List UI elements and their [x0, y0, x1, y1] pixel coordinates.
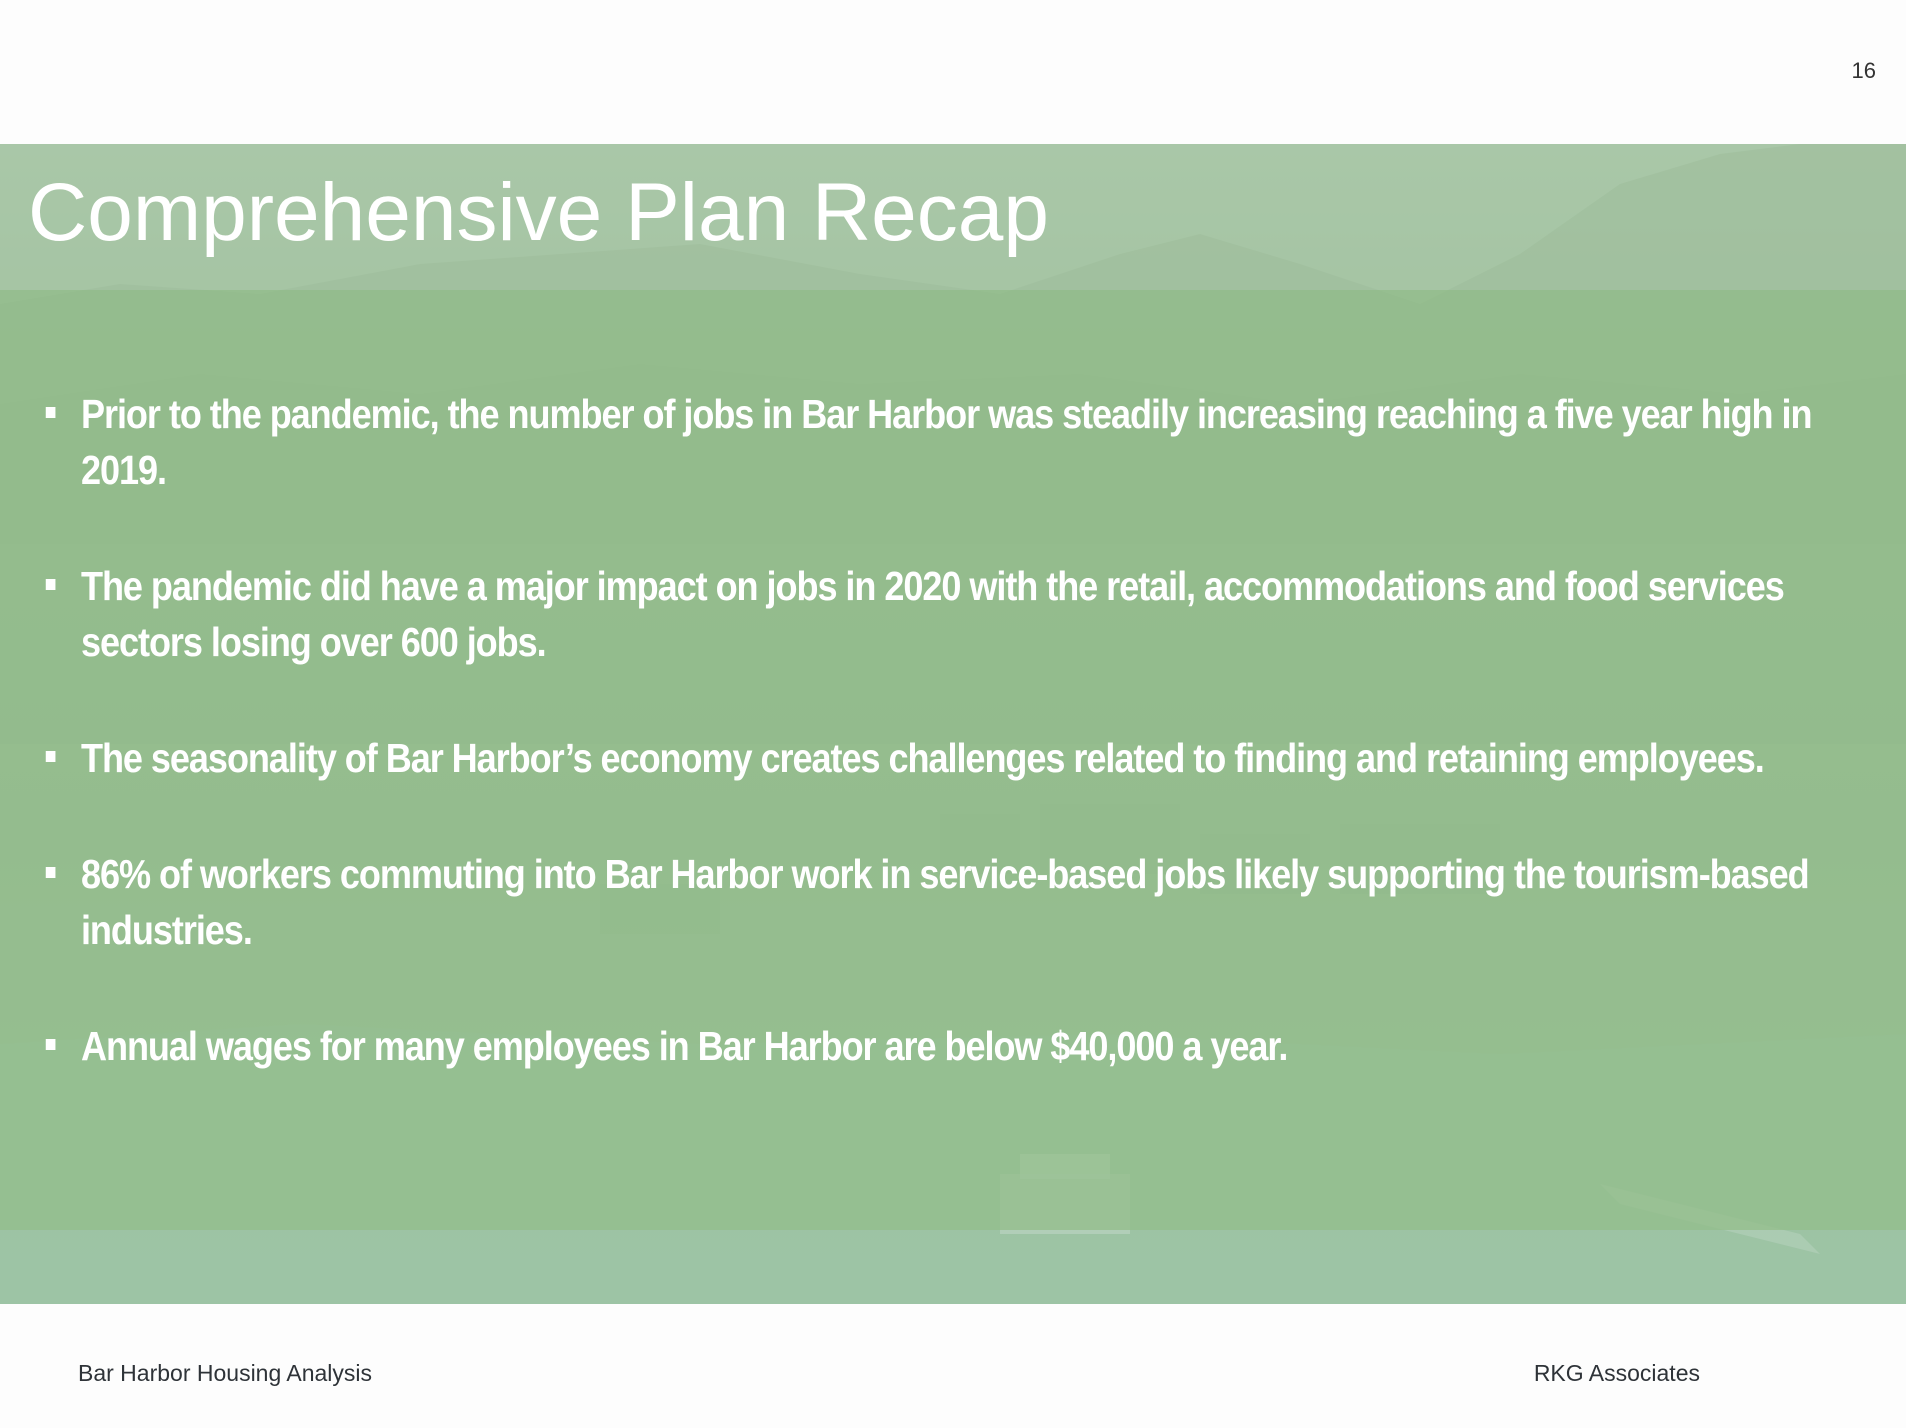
bullet-text: 86% of workers commuting into Bar Harbor work in service-based jobs likely supporting the tourism-based industries. [80, 851, 1809, 953]
bullet-item [44, 730, 1894, 786]
bullet-text: Annual wages for many employees in Bar Harbor are below $40,000 a year. [80, 1023, 1288, 1069]
square-bullet-icon [46, 751, 56, 762]
bullet-list [44, 386, 1874, 1134]
page-number: 16 [1851, 58, 1876, 83]
background-photo [0, 144, 1906, 1304]
bullet-text: The seasonality of Bar Harbor’s economy creates challenges related to finding and retaining employees. [80, 735, 1764, 781]
slide-title: Comprehensive Plan Recap [28, 167, 1049, 258]
square-bullet-icon [46, 407, 56, 418]
title-bar [0, 144, 1906, 290]
content-panel [0, 290, 1906, 1230]
bullet-item [44, 1018, 1894, 1074]
square-bullet-icon [46, 1039, 56, 1050]
bullet-item [44, 846, 1894, 958]
bullet-text: Prior to the pandemic, the number of jobs in Bar Harbor was steadily increasing reaching a five year high in 2019. [80, 391, 1812, 493]
square-bullet-icon [46, 579, 56, 590]
bullet-text: The pandemic did have a major impact on jobs in 2020 with the retail, accommodations and food services sectors losing over 600 jobs. [80, 563, 1784, 665]
footer-document-title: Bar Harbor Housing Analysis [78, 1360, 373, 1386]
bullet-item [44, 386, 1894, 498]
footer-company-name: RKG Associates [1533, 1360, 1700, 1386]
bullet-item [44, 558, 1894, 670]
square-bullet-icon [46, 867, 56, 878]
